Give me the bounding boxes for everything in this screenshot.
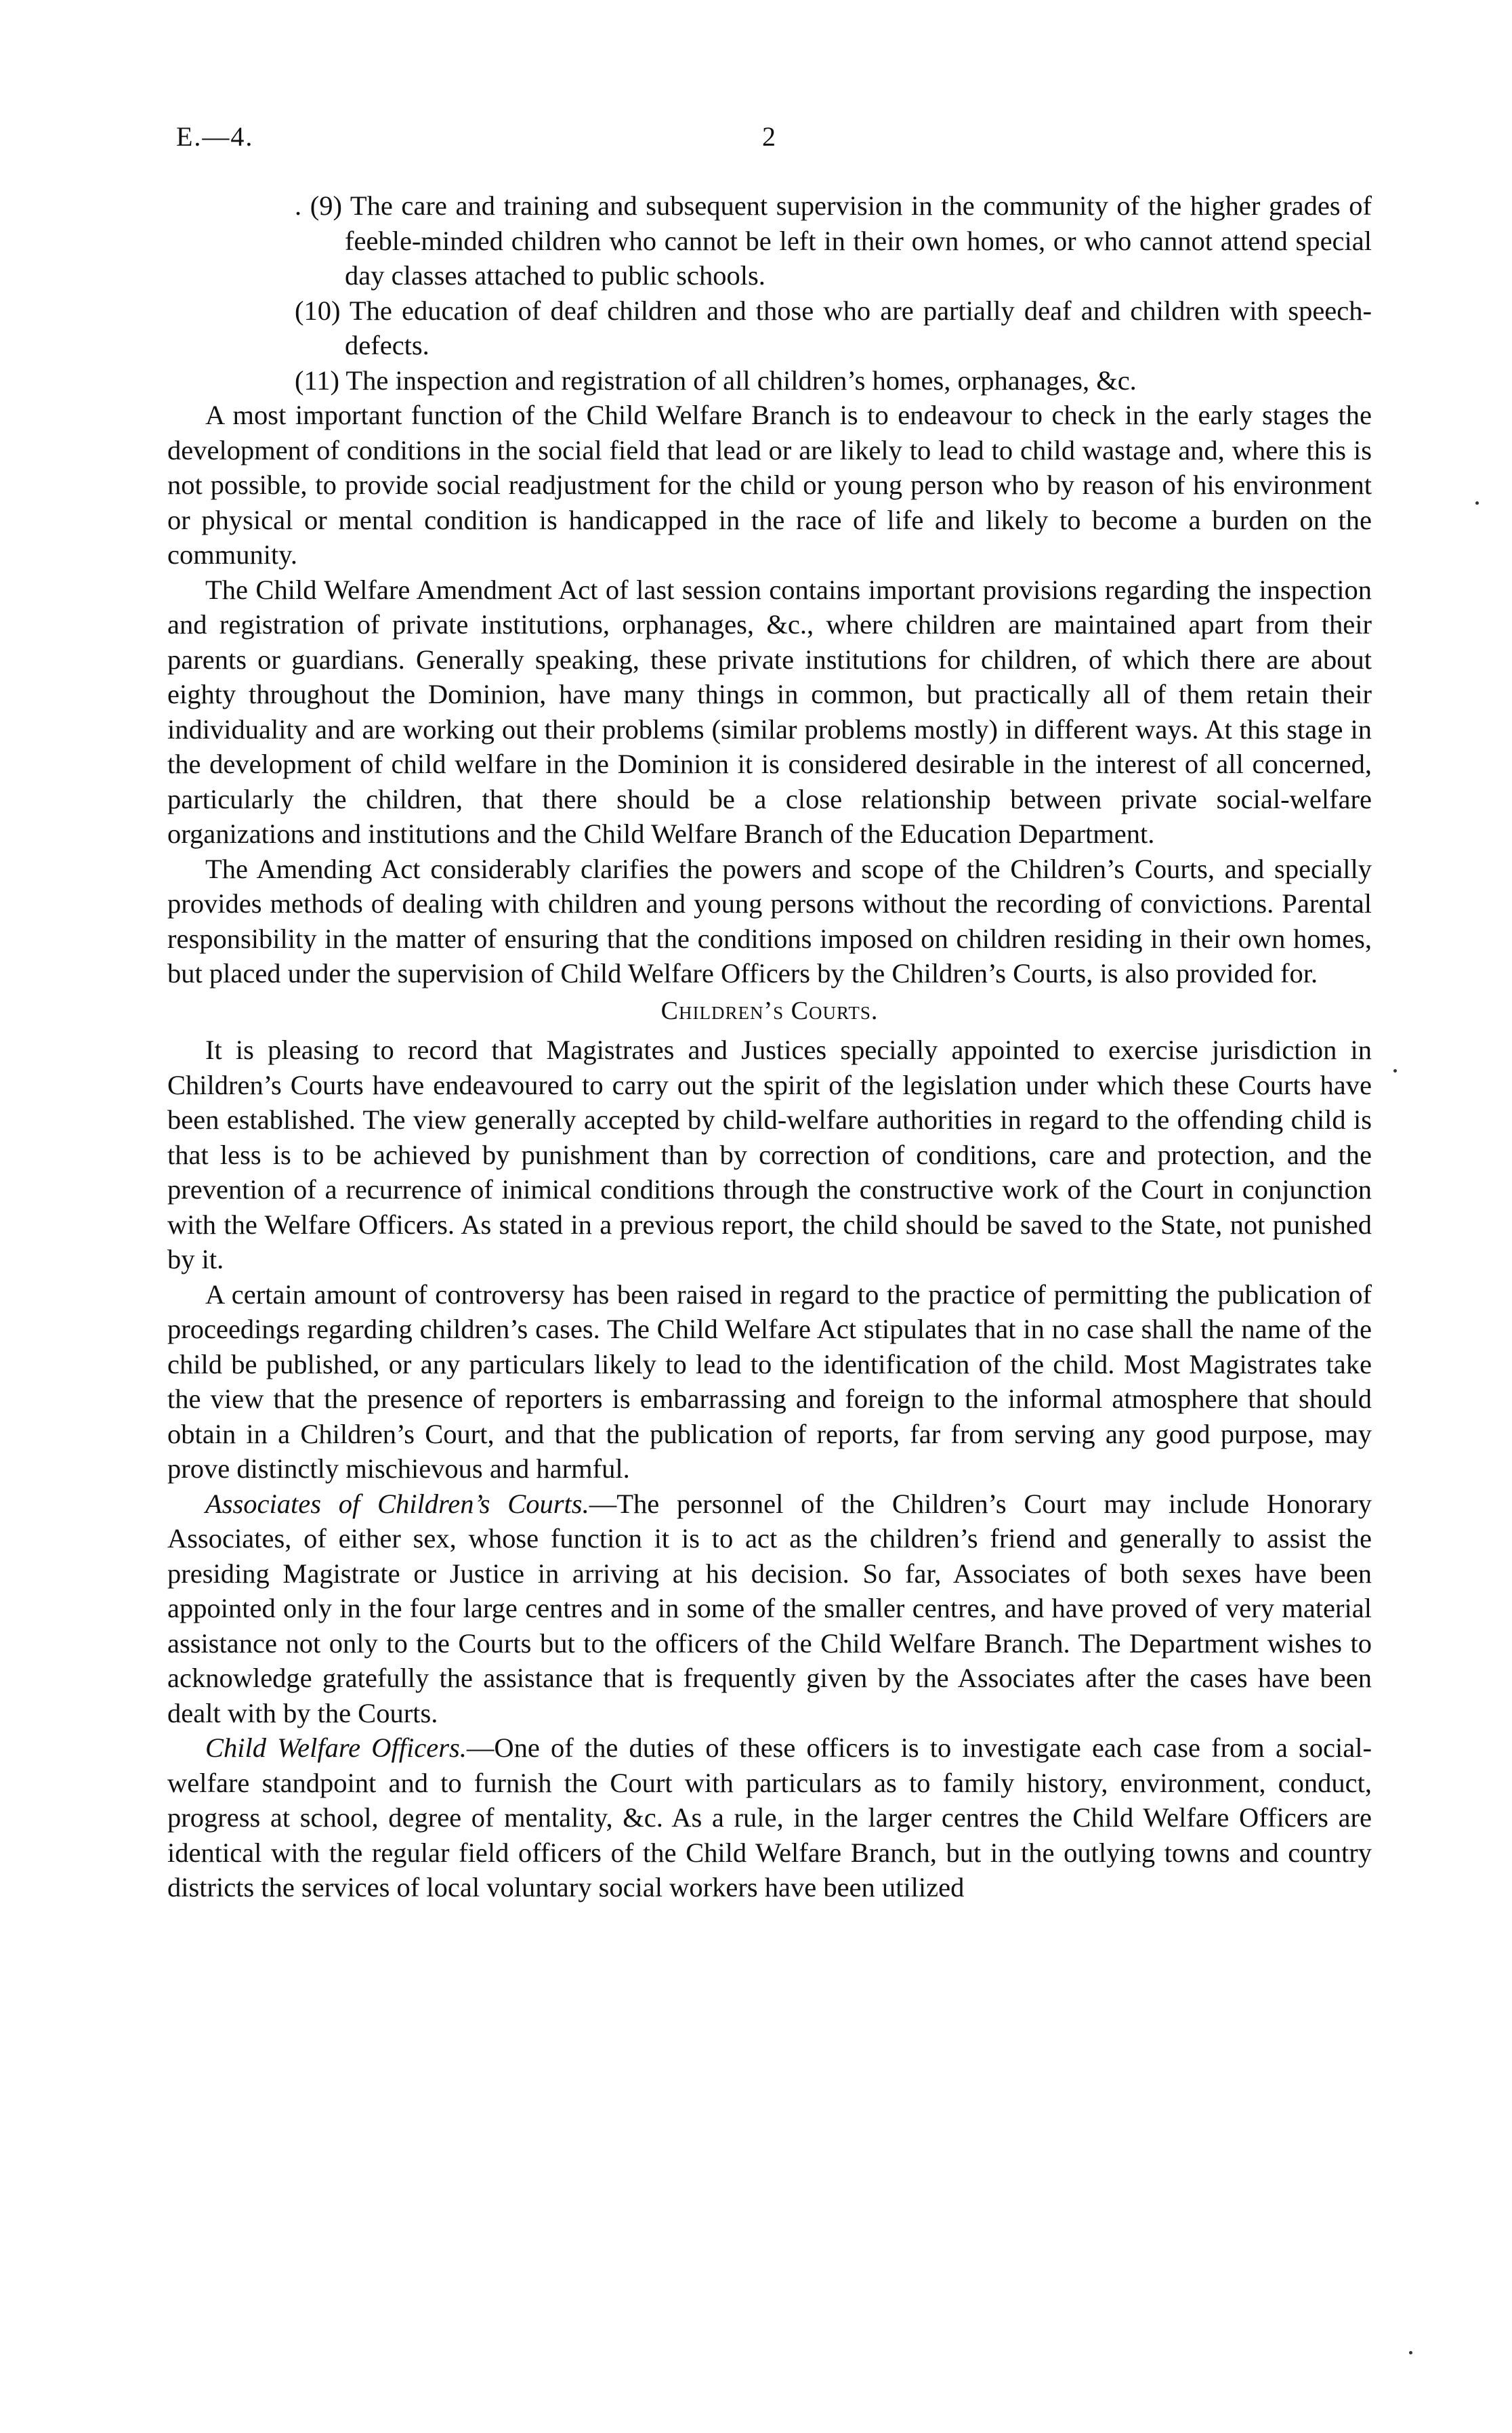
page-header: [176, 121, 1372, 161]
list-item-text: The education of deaf children and those who are partially deaf and children with speech-defects.: [345, 295, 1372, 360]
list-item: [167, 188, 1372, 293]
paragraph-associates: [167, 1486, 1372, 1731]
list-item-text: The care and training and subsequent supervision in the community of the higher grades of feeble-minded children who cannot be left in their own homes, or who cannot attend special day classes attached to public schools.: [345, 190, 1372, 291]
paragraph-publication-controversy: A certain amount of controversy has been raised in regard to the practice of permitting the publication of proceedings regarding children’s cases. The Child Welfare Act stipulates that in no case shall the name of the child be published, or any particulars likely to lead to the identification of the child. Most Magistrates take the view that the presence of reporters is embarrassing and foreign to the informal atmosphere that should obtain in a Children’s Court, and that the publication of reports, far from serving any good purpose, may prove distinctly mischievous and harmful.: [167, 1278, 1372, 1484]
paragraph-amendment-act: The Child Welfare Amendment Act of last session contains important provisions regarding the inspection and registration of private institutions, orphanages, &c., where children are maintained apart from their parents or guardians. Generally speaking, these private institutions for children, of which there are about eighty throughout the Dominion, have many things in common, but practically all of them retain their individuality and are working out their problems (similar problems mostly) in different ways. At this stage in the development of child welfare in the Dominion it is considered desirable in the interest of all concerned, particularly the children, that there should be a close relationship between private social-welfare organizations and institutions and the Child Welfare Branch of the Education Department.: [167, 574, 1372, 849]
list-item: [167, 363, 1372, 398]
officers-text: —One of the duties of these officers is to investigate each case from a social-welfare standpoint and to furnish the Court with particulars as to family history, environment, conduct, progress at school, degree of mentality, &c. As a rule, in the larger centres the Child Welfare Officers are identical with the regular field officers of the Child Welfare Branch, but in the outlying towns and country districts the services of local voluntary social workers have been utilized: [167, 1732, 1372, 1902]
document-reference: E.—4.: [176, 121, 254, 152]
list-item: [167, 293, 1372, 363]
stray-mark: [1475, 501, 1479, 505]
paragraph-magistrates: It is pleasing to record that Magistrates and Justices specially appointed to exercise jurisdiction in Children’s Courts have endeavoured to carry out the spirit of the legislation under which these Courts have been established. The view generally accepted by child-welfare authorities in regard to the offending child is that less is to be achieved by punishment than by correction of conditions, care and protection, and the prevention of a recurrence of inimical conditions through the constructive work of the Court in conjunction with the Welfare Officers. As stated in a previous report, the child should be saved to the State, not punished by it.: [167, 1035, 1372, 1274]
page-number: 2: [762, 121, 776, 152]
list-item-text: The inspection and registration of all children’s homes, orphanages, &c.: [345, 365, 1137, 396]
section-heading: Children’s Courts.: [660, 996, 879, 1025]
paragraph-officers: [167, 1730, 1372, 1905]
paragraph-amending-act-courts: The Amending Act considerably clarifies the powers and scope of the Children’s Courts, and specially provides methods of dealing with children and young persons without the recording of convictions. Parental responsibility in the matter of ensuring that the conditions imposed on children residing in their own homes, but placed under the supervision of Child Welfare Officers by the Children’s Courts, is also provided for.: [167, 853, 1372, 989]
list-item-marker: (11): [295, 365, 339, 396]
officers-lead: Child Welfare Officers.: [205, 1732, 467, 1763]
body-text: [167, 188, 1372, 1905]
associates-text: —The personnel of the Children’s Court may include Honorary Associates, of either sex, whose function it is to act as the children’s friend and generally to assist the presiding Magistrate or Justice in arriving at his decision. So far, Associates of both sexes have been appointed only in the four large centres and in some of the smaller centres, and have proved of very material assistance not only to the Courts but to the officers of the Child Welfare Branch. The Department wishes to acknowledge gratefully the assistance that is frequently given by the Associates after the cases have been dealt with by the Courts.: [167, 1488, 1372, 1728]
associates-lead: Associates of Children’s Courts.: [205, 1488, 589, 1519]
paragraph-child-welfare-function: A most important function of the Child Welfare Branch is to endeavour to check in the early stages the development of conditions in the social field that lead or are likely to lead to child wastage and, where this is not possible, to provide social readjustment for the child or young person who by reason of his environment or physical or mental condition is handicapped in the race of life and likely to become a burden on the community.: [167, 400, 1372, 570]
list-item-marker: . (9): [295, 190, 342, 221]
list-item-marker: (10): [295, 295, 341, 326]
stray-mark: [1409, 2351, 1412, 2354]
stray-mark: [1393, 1069, 1397, 1073]
